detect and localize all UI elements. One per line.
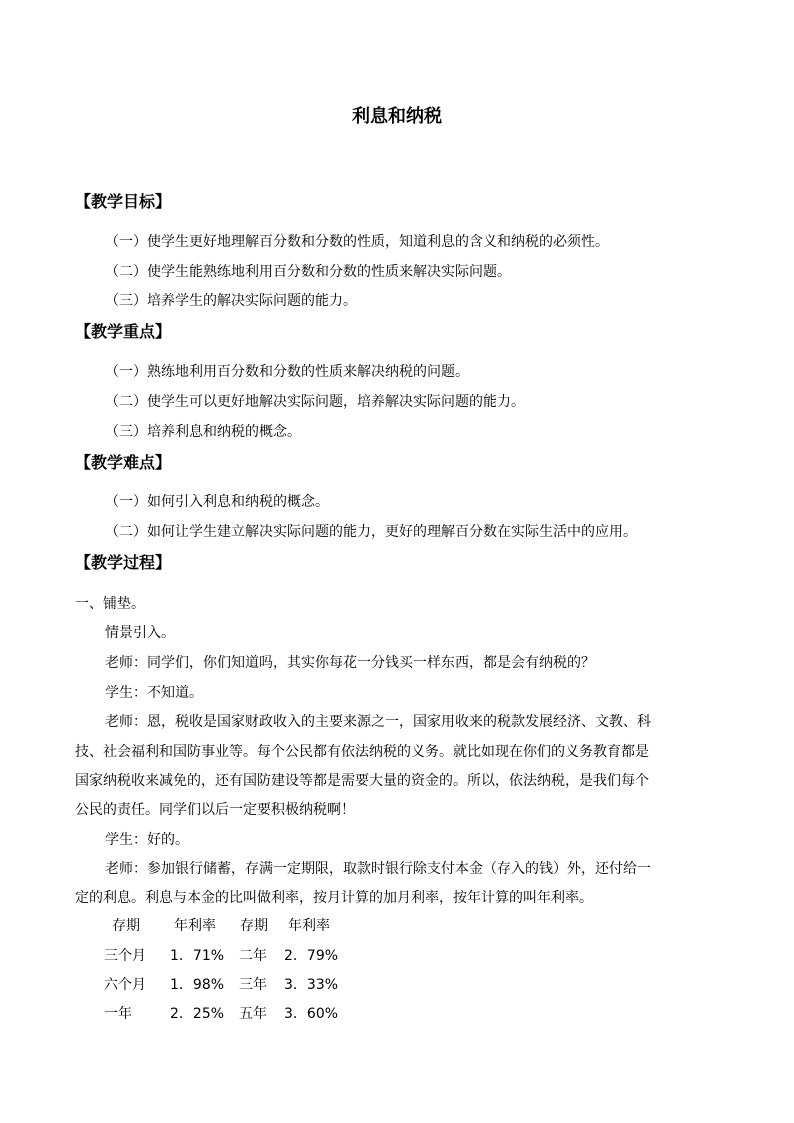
goals-heading: 【教学目标】 [75, 192, 172, 211]
goals-item: （二）使学生能熟练地利用百分数和分数的性质来解决实际问题。 [105, 264, 511, 280]
key-points-item: （二）使学生可以更好地解决实际问题，培养解决实际问题的能力。 [105, 394, 525, 410]
goals-item: （一）使学生更好地理解百分数和分数的性质，知道利息的含义和纳税的必须性。 [105, 234, 609, 250]
difficulties-item: （二）如何让学生建立解决实际问题的能力，更好的理解百分数在实际生活中的应用。 [105, 524, 637, 540]
table-cell: 二年 [239, 948, 267, 964]
table-cell: 2．79% [284, 948, 339, 964]
process-step: 一、铺垫。 [75, 596, 145, 612]
difficulties-heading: 【教学难点】 [75, 453, 172, 472]
table-cell: 3．60% [284, 1006, 339, 1022]
page-title: 利息和纳税 [352, 106, 442, 127]
process-intro: 情景引入。 [105, 625, 175, 641]
table-header-cell: 年利率 [288, 918, 330, 934]
dialog-line: 学生：不知道。 [105, 685, 203, 701]
table-header-cell: 年利率 [174, 918, 216, 934]
paragraph-line: 老师：恩，税收是国家财政收入的主要来源之一，国家用收来的税款发展经济、文教、科 [105, 714, 651, 730]
key-points-item: （一）熟练地利用百分数和分数的性质来解决纳税的问题。 [105, 364, 469, 380]
process-heading: 【教学过程】 [75, 553, 172, 572]
table-cell: 三年 [239, 977, 267, 993]
key-points-item: （三）培养利息和纳税的概念。 [105, 424, 301, 440]
table-header-cell: 存期 [112, 918, 140, 934]
dialog-line: 老师：同学们，你们知道吗，其实你每花一分钱买一样东西，都是会有纳税的？ [105, 655, 595, 671]
paragraph-line: 技、社会福利和国防事业等。每个公民都有依法纳税的义务。就比如现在你们的义务教育都是 [75, 744, 649, 760]
reply-line: 学生：好的。 [105, 832, 189, 848]
table-cell: 2．25% [170, 1006, 225, 1022]
key-points-heading: 【教学重点】 [75, 322, 172, 341]
paragraph-line: 定的利息。利息与本金的比叫做利率，按月计算的加月利率，按年计算的叫年利率。 [75, 890, 593, 906]
table-cell: 三个月 [104, 948, 146, 964]
table-cell: 3．33% [284, 977, 339, 993]
table-cell: 1．98% [170, 977, 225, 993]
paragraph-line: 公民的责任。同学们以后一定要积极纳税啊！ [75, 802, 355, 818]
table-cell: 五年 [239, 1006, 267, 1022]
table-header-cell: 存期 [240, 918, 268, 934]
table-cell: 六个月 [104, 977, 146, 993]
table-cell: 1．71% [170, 948, 225, 964]
paragraph-line: 国家纳税收来减免的，还有国防建设等都是需要大量的资金的。所以，依法纳税，是我们每个 [75, 773, 649, 789]
paragraph-line: 老师：参加银行储蓄，存满一定期限，取款时银行除支付本金（存入的钱）外，还付给一 [105, 861, 651, 877]
difficulties-item: （一）如何引入利息和纳税的概念。 [105, 494, 329, 510]
goals-item: （三）培养学生的解决实际问题的能力。 [105, 293, 357, 309]
table-cell: 一年 [104, 1006, 132, 1022]
